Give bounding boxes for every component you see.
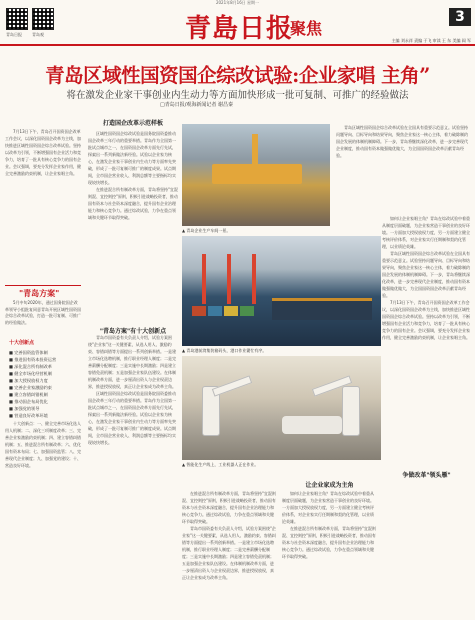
article-column: [182, 490, 277, 616]
container: [192, 306, 206, 316]
newspaper-logo: 青島日报: [185, 14, 294, 44]
list-item: ■ 推进国有资本投资运营: [9, 357, 57, 362]
port-photo: [182, 236, 381, 346]
list-item: ■ 完善企业家激励约束: [9, 385, 52, 390]
article-column: [336, 124, 471, 210]
list-item: ■ 完善国资监管体制: [9, 350, 48, 355]
container: [208, 306, 222, 316]
section-title: 争做改革"领头雁": [382, 470, 471, 479]
list-item: ■ 加强党的领导: [9, 406, 40, 411]
paragraph: 十大创新点：一、健全完善市场化选人用人机制；二、深化三项制度改革；三、完善企业家激励约束机制；四、建立容错纠错机制；五、推进混合所有制改革；六、优化国有资本布局；七、加强国资监管；八、完善现代企业制度；九、加强党的建设；十、营造良好环境。: [5, 421, 81, 468]
robot: [342, 386, 360, 436]
paragraph: 青岛区域性国资国企综合改革试验在全国具有重要示范意义。试验坚持问题导向、目标导向和结果导向，聚焦企业家这一核心主体，着力破除制约国企发展的体制机制障碍。下一步，青岛将继续深化改革，进一步完善现代企业制度，推动国有资本做强做优做大，为全国国资国企改革贡献青岛经验。: [382, 251, 470, 298]
page-title: 青岛区域性国资国企综改试验:企业家唱 主角”: [45, 64, 430, 87]
paragraph: 7月13日下午，青岛召开国资国企改革工作会议，以深化国资国企改革为主线，加快推进区域性国资国企综合改革试验。坚持以改革为引领，不断增强国有企业活力和竞争力，培育了一批具有核心竞争力的国有企业。会议强调，要充分发挥企业家作用，健全完善激励约束机制，让企业家唱主角。: [5, 129, 81, 176]
robot-photo: [182, 356, 381, 460]
list-item: ■ 推动国企布局优化: [9, 399, 48, 404]
quote-text: 5月中旬2020年，通过国务院国企改革领导小组批复同意青岛开展区域性国资国企综合改革试验，打造一批可复制、可推广的经验做法。: [5, 300, 81, 325]
car-body: [282, 416, 342, 434]
cargo-ship: [272, 298, 372, 320]
section-title: "青岛方案"有十大创新点: [99, 328, 167, 335]
paragraph: 在推进混合所有制改革方面，青岛将坚持"宜混则混、宜控则控"原则，积极引进战略投资者，推动国有资本与社会资本深度融合，提升国有企业治理能力和核心竞争力。通过综改试验，力争在重点领域和关键环节取得突破。: [282, 526, 376, 559]
paragraph: 青岛区域性国资国企综合改革试验在全国具有重要示范意义。试验坚持问题导向、目标导向和结果导向，聚焦企业家这一核心主体，着力破除制约国企发展的体制机制障碍。下一步，青岛将继续深化改革，进一步完善现代企业制度，推动国有资本做强做优做大，为全国国资国企改革贡献青岛经验。: [336, 125, 468, 158]
paragraph: 如何让企业家唱主角？青岛在综改试验中着重从制度层面破题，为企业家营造干事创业的良好环境。一方面加大授权放权力度，另一方面建立健全考核评价体系，对企业家实行任期制和契约化管理，以业绩论英雄。: [282, 491, 374, 524]
crane: [202, 254, 206, 304]
quote-box: [5, 285, 81, 335]
qr-label: 青岛观: [32, 32, 44, 37]
container: [240, 306, 254, 316]
list-item: ■ 建立容错纠错机制: [9, 392, 48, 397]
column-tag: 聚焦: [290, 19, 323, 38]
container: [224, 306, 238, 316]
crane: [252, 254, 256, 304]
factory-photo: [182, 124, 330, 226]
paragraph: 青岛市国资委有关负责人介绍，试验方案围绕"企业家"这一关键要素，从选人用人、激励约束、容错纠错等方面提出一系列创新举措。一是建立市场化选聘机制，推行职业经理人制度；二是完善薪酬分配制度；三是实施中长期激励；四是建立容错免责机制；五是加强企业家队伍建设。在体制机制改革方面，进一步厘清出资人与企业权责边界，推进授权放权，真正让企业家成为改革主角。: [182, 526, 276, 580]
masthead: [0, 6, 475, 46]
date-line: 2021年8月16日 星期一: [215, 0, 260, 5]
quote-title: "青岛方案": [19, 289, 60, 298]
list-item: ■ 深化混合所有制改革: [9, 364, 52, 369]
list-item: ■ 健全市场化经营机制: [9, 371, 52, 376]
article-column: [88, 334, 178, 616]
section-title: 打造国企改革示范样板: [102, 120, 163, 127]
qr-code-icon: [6, 8, 28, 30]
article-column: [88, 130, 178, 325]
paragraph: 区域性国资国企综改试验是国务院国资委推动国企改革三年行动的重要举措。青岛作为全国第一批试点城市之一，在国资国企改革方面先行先试，探索出一系列新做法新经验。试验以企业家为核心，在激发企业家干事创业内生动力等方面率先突破，形成了一批可复制可推广的制度成果。试点期间，全市国企营业收入、利润总额等主要指标均实现较快增长。: [88, 391, 176, 445]
article-column: [382, 215, 471, 616]
section-title: 让企业家成为主角: [305, 482, 354, 489]
photo-caption: ▲ 智能化生产线上，工业机器人正在作业。: [182, 462, 259, 467]
article-column: [5, 420, 81, 616]
photo-caption: ▲ 青岛港前湾集装箱码头，港口作业繁忙有序。: [182, 348, 267, 353]
list-title: 十大创新点: [9, 340, 35, 346]
paragraph: 7月13日下午，青岛召开国资国企改革工作会议，以深化国资国企改革为主线，加快推进区域性国资国企综合改革试验。坚持以改革为引领，不断增强国有企业活力和竞争力，培育了一批具有核心竞争力的国有企业。会议强调，要充分发挥企业家作用，健全完善激励约束机制，让企业家唱主角。: [382, 300, 470, 340]
subheadline: 将在激发企业家干事创业内生动力等方面加快形成一批可复制、可推广的经验做法: [66, 90, 409, 101]
article-column-intro: [5, 128, 81, 276]
paragraph: 如何让企业家唱主角？青岛在综改试验中着重从制度层面破题，为企业家营造干事创业的良好环境。一方面加大授权放权力度，另一方面建立健全考核评价体系，对企业家实行任期制和契约化管理，以业绩论英雄。: [382, 216, 470, 249]
list-item: ■ 营造良好改革环境: [9, 413, 48, 418]
editors-line: 主编 刘永祥 责编 于飞 审读 王 东 美编 阎 军: [391, 38, 471, 43]
innovation-list: [5, 340, 81, 419]
byline: □青岛日报/观海新闻记者 谢昌秦: [160, 102, 233, 108]
article-column: [282, 490, 377, 616]
list-item: ■ 加大授权放权力度: [9, 378, 48, 383]
machine: [212, 164, 302, 184]
paragraph: 在推进混合所有制改革方面，青岛将坚持"宜混则混、宜控则控"原则，积极引进战略投资者，推动国有资本与社会资本深度融合，提升国有企业治理能力和核心竞争力。通过综改试验，力争在重点领域和关键环节取得突破。: [182, 491, 276, 524]
page-number: 3: [449, 8, 471, 26]
paragraph: 区域性国资国企综改试验是国务院国资委推动国企改革三年行动的重要举措。青岛作为全国第一批试点城市之一，在国资国企改革方面先行先试，探索出一系列新做法新经验。试验以企业家为核心，在激发企业家干事创业内生动力等方面率先突破，形成了一批可复制可推广的制度成果。试点期间，全市国企营业收入、利润总额等主要指标均实现较快增长。: [88, 131, 176, 185]
qr-code-icon: [32, 8, 54, 30]
paragraph: 青岛市国资委有关负责人介绍，试验方案围绕"企业家"这一关键要素，从选人用人、激励约束、容错纠错等方面提出一系列创新举措。一是建立市场化选聘机制，推行职业经理人制度；二是完善薪酬分配制度；三是实施中长期激励；四是建立容错免责机制；五是加强企业家队伍建设。在体制机制改革方面，进一步厘清出资人与企业权责边界，推进授权放权，真正让企业家成为改革主角。: [88, 335, 176, 389]
robot-arm: [212, 375, 252, 396]
paragraph: 在推进混合所有制改革方面，青岛将坚持"宜混则混、宜控则控"原则，积极引进战略投资者，推动国有资本与社会资本深度融合，提升国有企业治理能力和核心竞争力。通过综改试验，力争在重点领域和关键环节取得突破。: [88, 187, 178, 220]
photo-caption: ▲ 青岛企业生产车间一景。: [182, 228, 231, 233]
crane: [227, 254, 231, 304]
qr-label: 青岛日报: [6, 32, 22, 37]
